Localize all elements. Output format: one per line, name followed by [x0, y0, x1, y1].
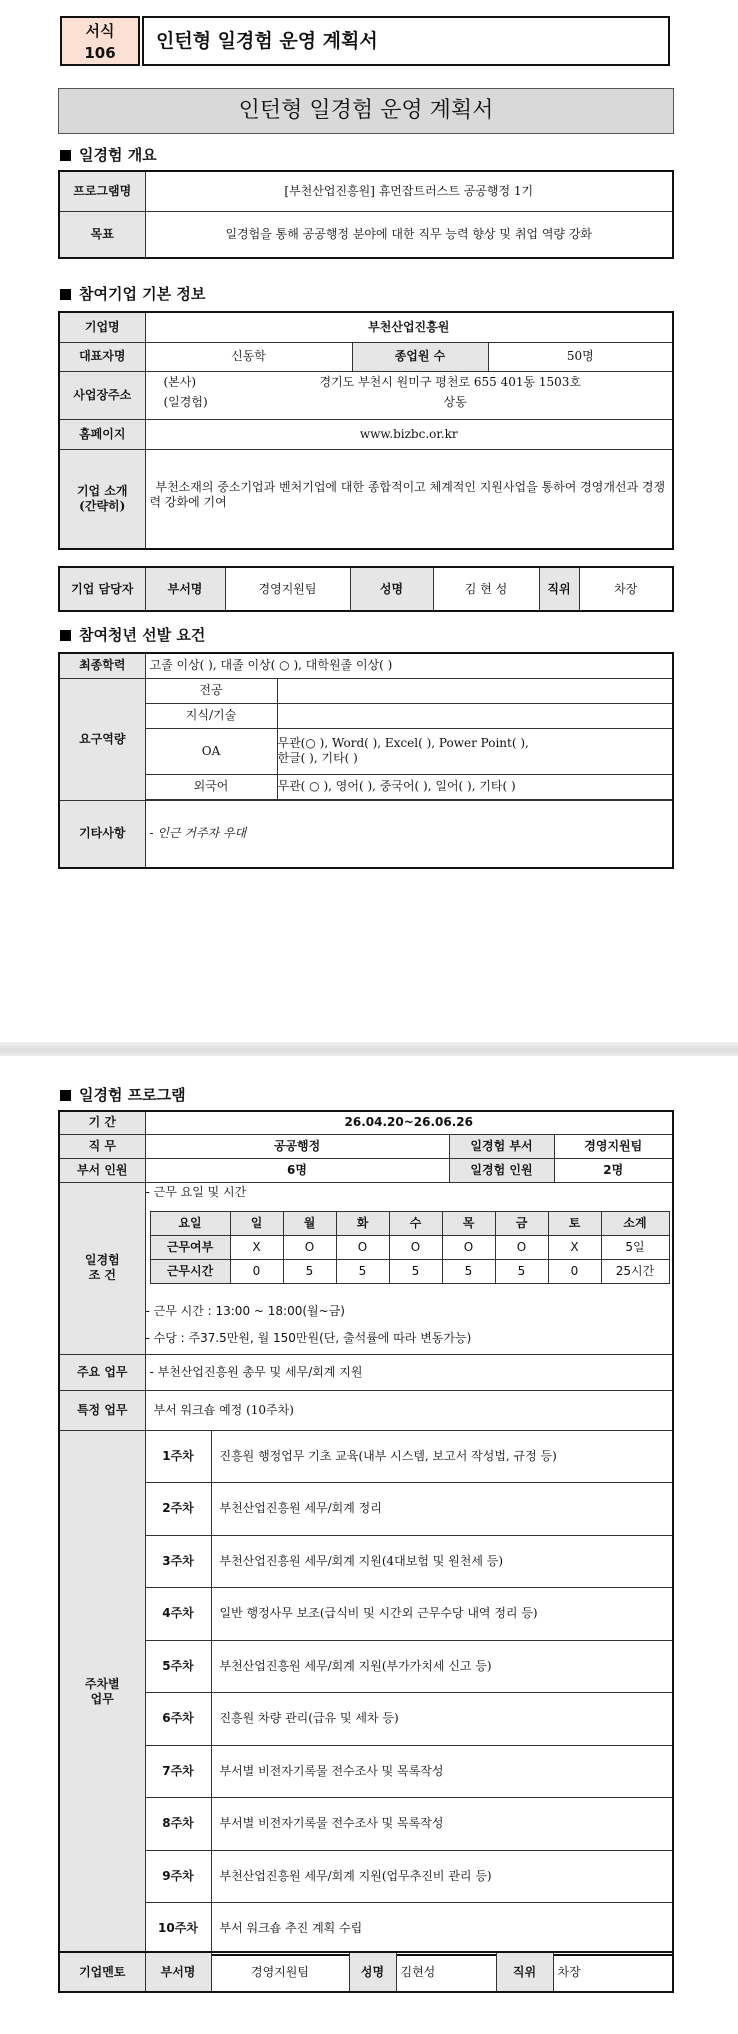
- ceo-value: 신동학: [145, 342, 352, 371]
- address-value: [145, 371, 673, 419]
- major-label: 전공: [145, 678, 277, 703]
- week-label: 4주차: [145, 1587, 211, 1640]
- etc-label: 기타사항: [59, 800, 145, 868]
- schedule-table: [150, 1211, 670, 1284]
- main-task-label: 주요 업무: [59, 1354, 145, 1390]
- schedule-header-row: 요일 일 월 화 수 목 금 토 소계: [150, 1211, 669, 1235]
- page-separator: [0, 1042, 738, 1056]
- week-task: 부천산업진흥원 세무/회계 지원(부가가치세 신고 등): [211, 1640, 673, 1692]
- mentor-dept-value: 경영지원팀: [211, 1952, 349, 1992]
- hq-address: 경기도 부천시 원미구 평천로 655 401동 1503호: [319, 375, 582, 389]
- goal-value: 일경험을 통해 공공행정 분야에 대한 직무 능력 향상 및 취업 역량 강화: [145, 211, 673, 258]
- contact-name-value: 김 현 성: [433, 567, 539, 611]
- education-label: 최종학력: [59, 653, 145, 678]
- week-task: 부서별 비전자기록물 전수조사 및 목록작성: [211, 1797, 673, 1850]
- special-task-value: 부서 워크숍 예정 (10주차): [145, 1390, 673, 1430]
- week-task: 일반 행정사무 보조(급식비 및 시간외 근무수당 내역 정리 등): [211, 1587, 673, 1640]
- week-task: 부천산업진흥원 세무/회계 지원(업무추진비 관리 등): [211, 1850, 673, 1902]
- homepage-label: 홈페이지: [59, 419, 145, 449]
- intern-count-label: 일경험 인원: [449, 1158, 554, 1182]
- section-company-heading: 참여기업 기본 정보: [60, 283, 205, 304]
- week-label: 2주차: [145, 1482, 211, 1535]
- language-label: 외국어: [145, 774, 277, 799]
- contact-dept-label: 부서명: [145, 567, 225, 611]
- conditions-label: 일경험 조 건: [59, 1182, 145, 1354]
- section-program-heading: 일경험 프로그램: [60, 1084, 186, 1105]
- doc-title-bar: [58, 88, 674, 134]
- homepage-value[interactable]: www.bizbc.or.kr: [145, 419, 673, 449]
- schedule-hours-row: 근무시간 0 5 5 5 5 5 0 25시간: [150, 1259, 669, 1283]
- week-task: 부천산업진흥원 세무/회계 지원(4대보험 및 원천세 등): [211, 1535, 673, 1587]
- work-dept-value: 경영지원팀: [554, 1134, 673, 1158]
- section-overview-heading: 일경험 개요: [60, 144, 157, 165]
- program-table: [58, 1110, 674, 1956]
- mentor-name-value: 김현성: [396, 1952, 496, 1992]
- major-value: [277, 678, 673, 703]
- week-task: 진흥원 차량 관리(급유 및 세차 등): [211, 1692, 673, 1745]
- mentor-position-label: 직위: [496, 1952, 553, 1992]
- contact-label: 기업 담당자: [59, 567, 145, 611]
- mentor-position-value: 차장: [553, 1952, 673, 1992]
- mentor-label: 기업멘토: [59, 1952, 145, 1992]
- week-label: 3주차: [145, 1535, 211, 1587]
- week-label: 5주차: [145, 1640, 211, 1692]
- contact-table: [58, 566, 674, 612]
- skill-value: [277, 703, 673, 728]
- skill-label: 지식/기술: [145, 703, 277, 728]
- dept-staff-value: 6명: [145, 1158, 449, 1182]
- contact-position-label: 직위: [539, 567, 579, 611]
- mentor-table: [58, 1951, 674, 1993]
- work-dept-label: 일경험 부서: [449, 1134, 554, 1158]
- form-badge-line2: 106: [84, 44, 116, 62]
- mentor-dept-label: 부서명: [145, 1952, 211, 1992]
- goal-label: 목표: [59, 211, 145, 258]
- period-label: 기 간: [59, 1111, 145, 1134]
- form-badge: [60, 16, 140, 66]
- week-label: 10주차: [145, 1902, 211, 1955]
- selection-table: [58, 652, 674, 869]
- schedule-workday-row: 근무여부 X O O O O O X 5일: [150, 1235, 669, 1259]
- work-address: 상동: [443, 395, 467, 409]
- square-bullet-icon: [60, 1090, 71, 1101]
- week-task: 부서 워크숍 추진 계획 수립: [211, 1902, 673, 1955]
- company-name-label: 기업명: [59, 312, 145, 342]
- form-title: 인턴형 일경험 운영 계획서: [156, 30, 378, 52]
- week-label: 1주차: [145, 1430, 211, 1482]
- mentor-name-label: 성명: [349, 1952, 396, 1992]
- work-tag: (일경험): [163, 395, 208, 409]
- work-time: - 근무 시간 : 13:00 ~ 18:00(월~금): [145, 1303, 345, 1318]
- oa-value: 무관(○ ), Word( ), Excel( ), Power Point( ), 한글( ), 기타( ): [277, 728, 673, 774]
- etc-value: - 인근 거주자 우대: [145, 800, 673, 868]
- contact-position-value: 차장: [579, 567, 673, 611]
- week-label: 8주차: [145, 1797, 211, 1850]
- education-value: 고졸 이상( ), 대졸 이상( ○ ), 대학원졸 이상( ): [145, 653, 673, 678]
- staff-count-value: 50명: [488, 342, 673, 371]
- competency-label: 요구역량: [59, 678, 145, 800]
- square-bullet-icon: [60, 289, 71, 300]
- pay: - 수당 : 주37.5만원, 월 150만원(단, 출석률에 따라 변동가능): [145, 1330, 472, 1345]
- job-label: 직 무: [59, 1134, 145, 1158]
- company-name-value: 부천산업진흥원: [145, 312, 673, 342]
- intern-count-value: 2명: [554, 1158, 673, 1182]
- week-task: 부천산업진흥원 세무/회계 정리: [211, 1482, 673, 1535]
- dept-staff-label: 부서 인원: [59, 1158, 145, 1182]
- ceo-label: 대표자명: [59, 342, 145, 371]
- week-task: 진흥원 행정업무 기초 교육(내부 시스템, 보고서 작성법, 규정 등): [211, 1430, 673, 1482]
- intro-value: 부천소재의 중소기업과 벤처기업에 대한 종합적이고 체계적인 지원사업을 통하여 경영개선과 경쟁력 강화에 기여: [145, 449, 673, 549]
- address-label: 사업장주소: [59, 371, 145, 419]
- company-table: [58, 311, 674, 550]
- week-label: 9주차: [145, 1850, 211, 1902]
- period-value: 26.04.20~26.06.26: [145, 1111, 673, 1134]
- program-name-label: 프로그램명: [59, 171, 145, 211]
- oa-label: OA: [145, 728, 277, 774]
- special-task-label: 특정 업무: [59, 1390, 145, 1430]
- intro-label: 기업 소개 (간략히): [59, 449, 145, 549]
- form-title-box: [142, 16, 670, 66]
- hq-tag: (본사): [163, 375, 197, 389]
- program-name-value: [부천산업진흥원] 휴먼잡트러스트 공공행정 1기: [145, 171, 673, 211]
- square-bullet-icon: [60, 150, 71, 161]
- week-label: 7주차: [145, 1745, 211, 1797]
- doc-title: 인턴형 일경험 운영 계획서: [238, 98, 494, 123]
- main-task-value: - 부천산업진흥원 총무 및 세무/회계 지원: [145, 1354, 673, 1390]
- staff-count-label: 종업원 수: [352, 342, 488, 371]
- section-selection-heading: 참여청년 선발 요건: [60, 624, 205, 645]
- language-value: 무관( ○ ), 영어( ), 중국어( ), 일어( ), 기타( ): [277, 774, 673, 799]
- week-label: 6주차: [145, 1692, 211, 1745]
- weekly-task-label: 주차별 업무: [59, 1430, 145, 1955]
- job-value: 공공행정: [145, 1134, 449, 1158]
- square-bullet-icon: [60, 630, 71, 641]
- cond-intro: - 근무 요일 및 시간: [145, 1184, 247, 1199]
- week-task: 부서별 비전자기록물 전수조사 및 목록작성: [211, 1745, 673, 1797]
- conditions-value: [145, 1182, 673, 1354]
- contact-dept-value: 경영지원팀: [225, 567, 350, 611]
- form-badge-line1: 서식: [85, 22, 115, 40]
- contact-name-label: 성명: [350, 567, 433, 611]
- overview-table: [58, 170, 674, 259]
